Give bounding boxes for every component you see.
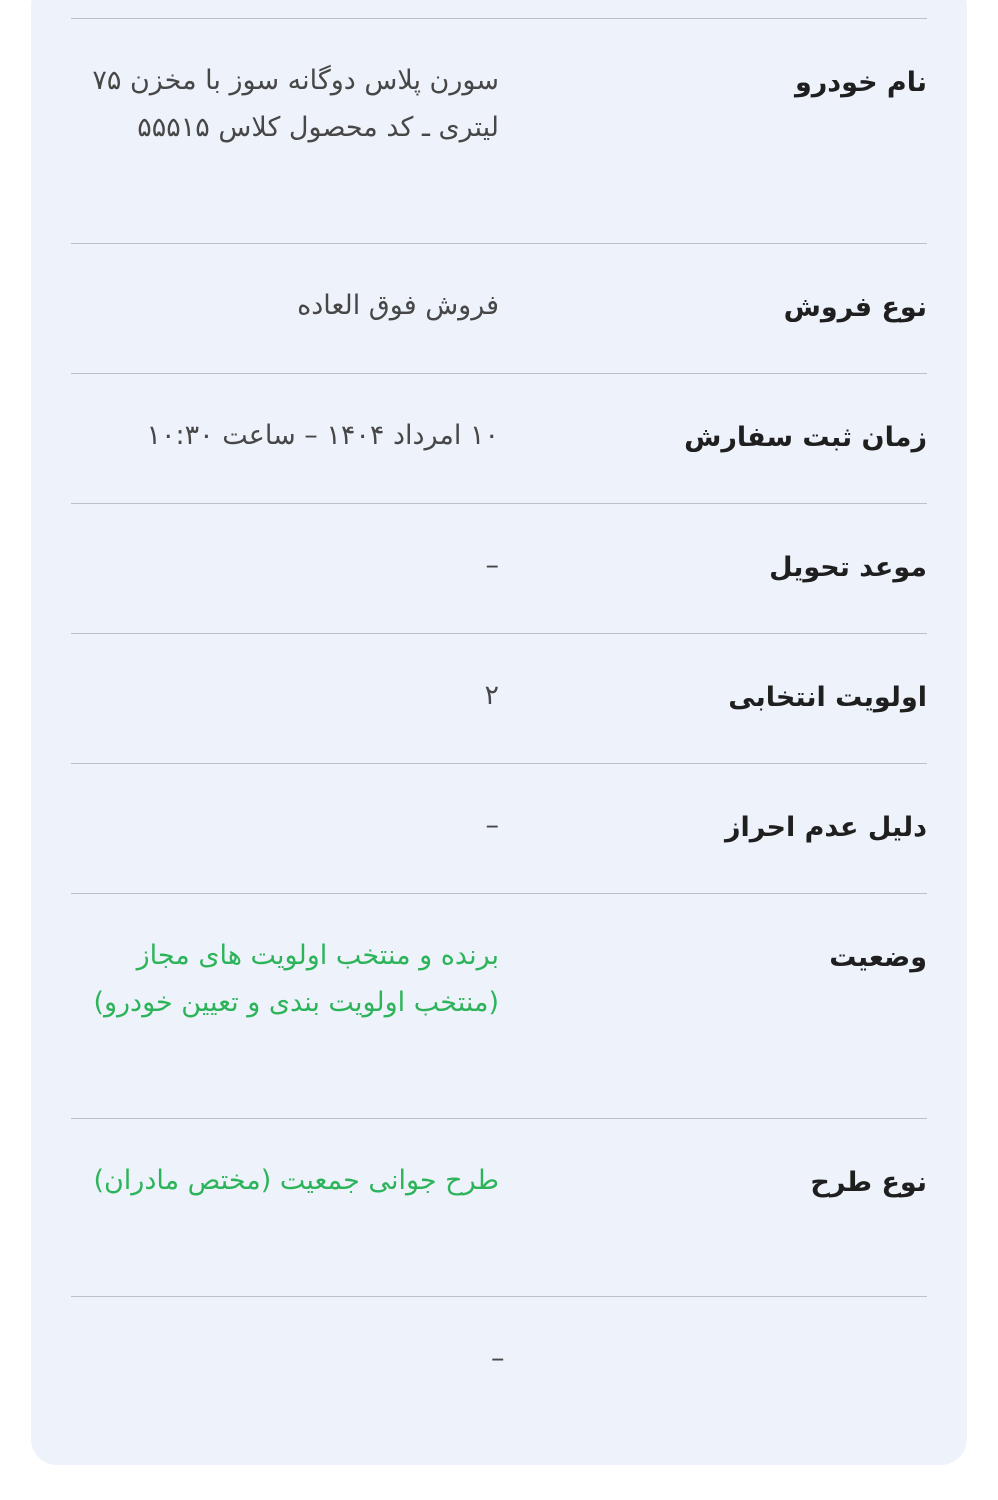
detail-row-sale-type <box>71 243 927 373</box>
selected-priority-value: ۲ <box>484 680 499 711</box>
status-value: برنده و منتخب اولویت های مجاز (منتخب اولویت بندی و تعیین خودرو) <box>93 940 499 1018</box>
order-details-list <box>71 18 927 1467</box>
delivery-date-label: موعد تحویل <box>769 552 927 583</box>
detail-row-car-name <box>71 18 927 243</box>
order-time-value: ۱۰ امرداد ۱۴۰۴ – ساعت ۱۰:۳۰ <box>146 420 499 451</box>
trailing-value: – <box>491 1343 505 1374</box>
status-label: وضعیت <box>829 942 927 973</box>
detail-row-order-time <box>71 373 927 503</box>
selected-priority-label: اولویت انتخابی <box>728 682 927 713</box>
plan-type-label: نوع طرح <box>810 1167 927 1198</box>
detail-row-selected-priority <box>71 633 927 763</box>
car-name-label: نام خودرو <box>794 67 927 98</box>
delivery-date-value: – <box>485 550 499 581</box>
detail-row-delivery-date <box>71 503 927 633</box>
plan-type-value: طرح جوانی جمعیت (مختص مادران) <box>93 1165 499 1196</box>
sale-type-value: فروش فوق العاده <box>297 290 499 321</box>
detail-row-status <box>71 893 927 1118</box>
rejection-reason-label: دلیل عدم احراز <box>724 812 927 843</box>
detail-row-rejection-reason <box>71 763 927 893</box>
car-name-value: سورن پلاس دوگانه سوز با مخزن ۷۵ لیتری ـ کد محصول کلاس ۵۵۵۱۵ <box>92 65 499 143</box>
order-time-label: زمان ثبت سفارش <box>684 422 927 453</box>
detail-row-trailing <box>71 1296 927 1467</box>
rejection-reason-value: – <box>485 810 499 841</box>
detail-row-plan-type <box>71 1118 927 1296</box>
sale-type-label: نوع فروش <box>783 292 927 323</box>
